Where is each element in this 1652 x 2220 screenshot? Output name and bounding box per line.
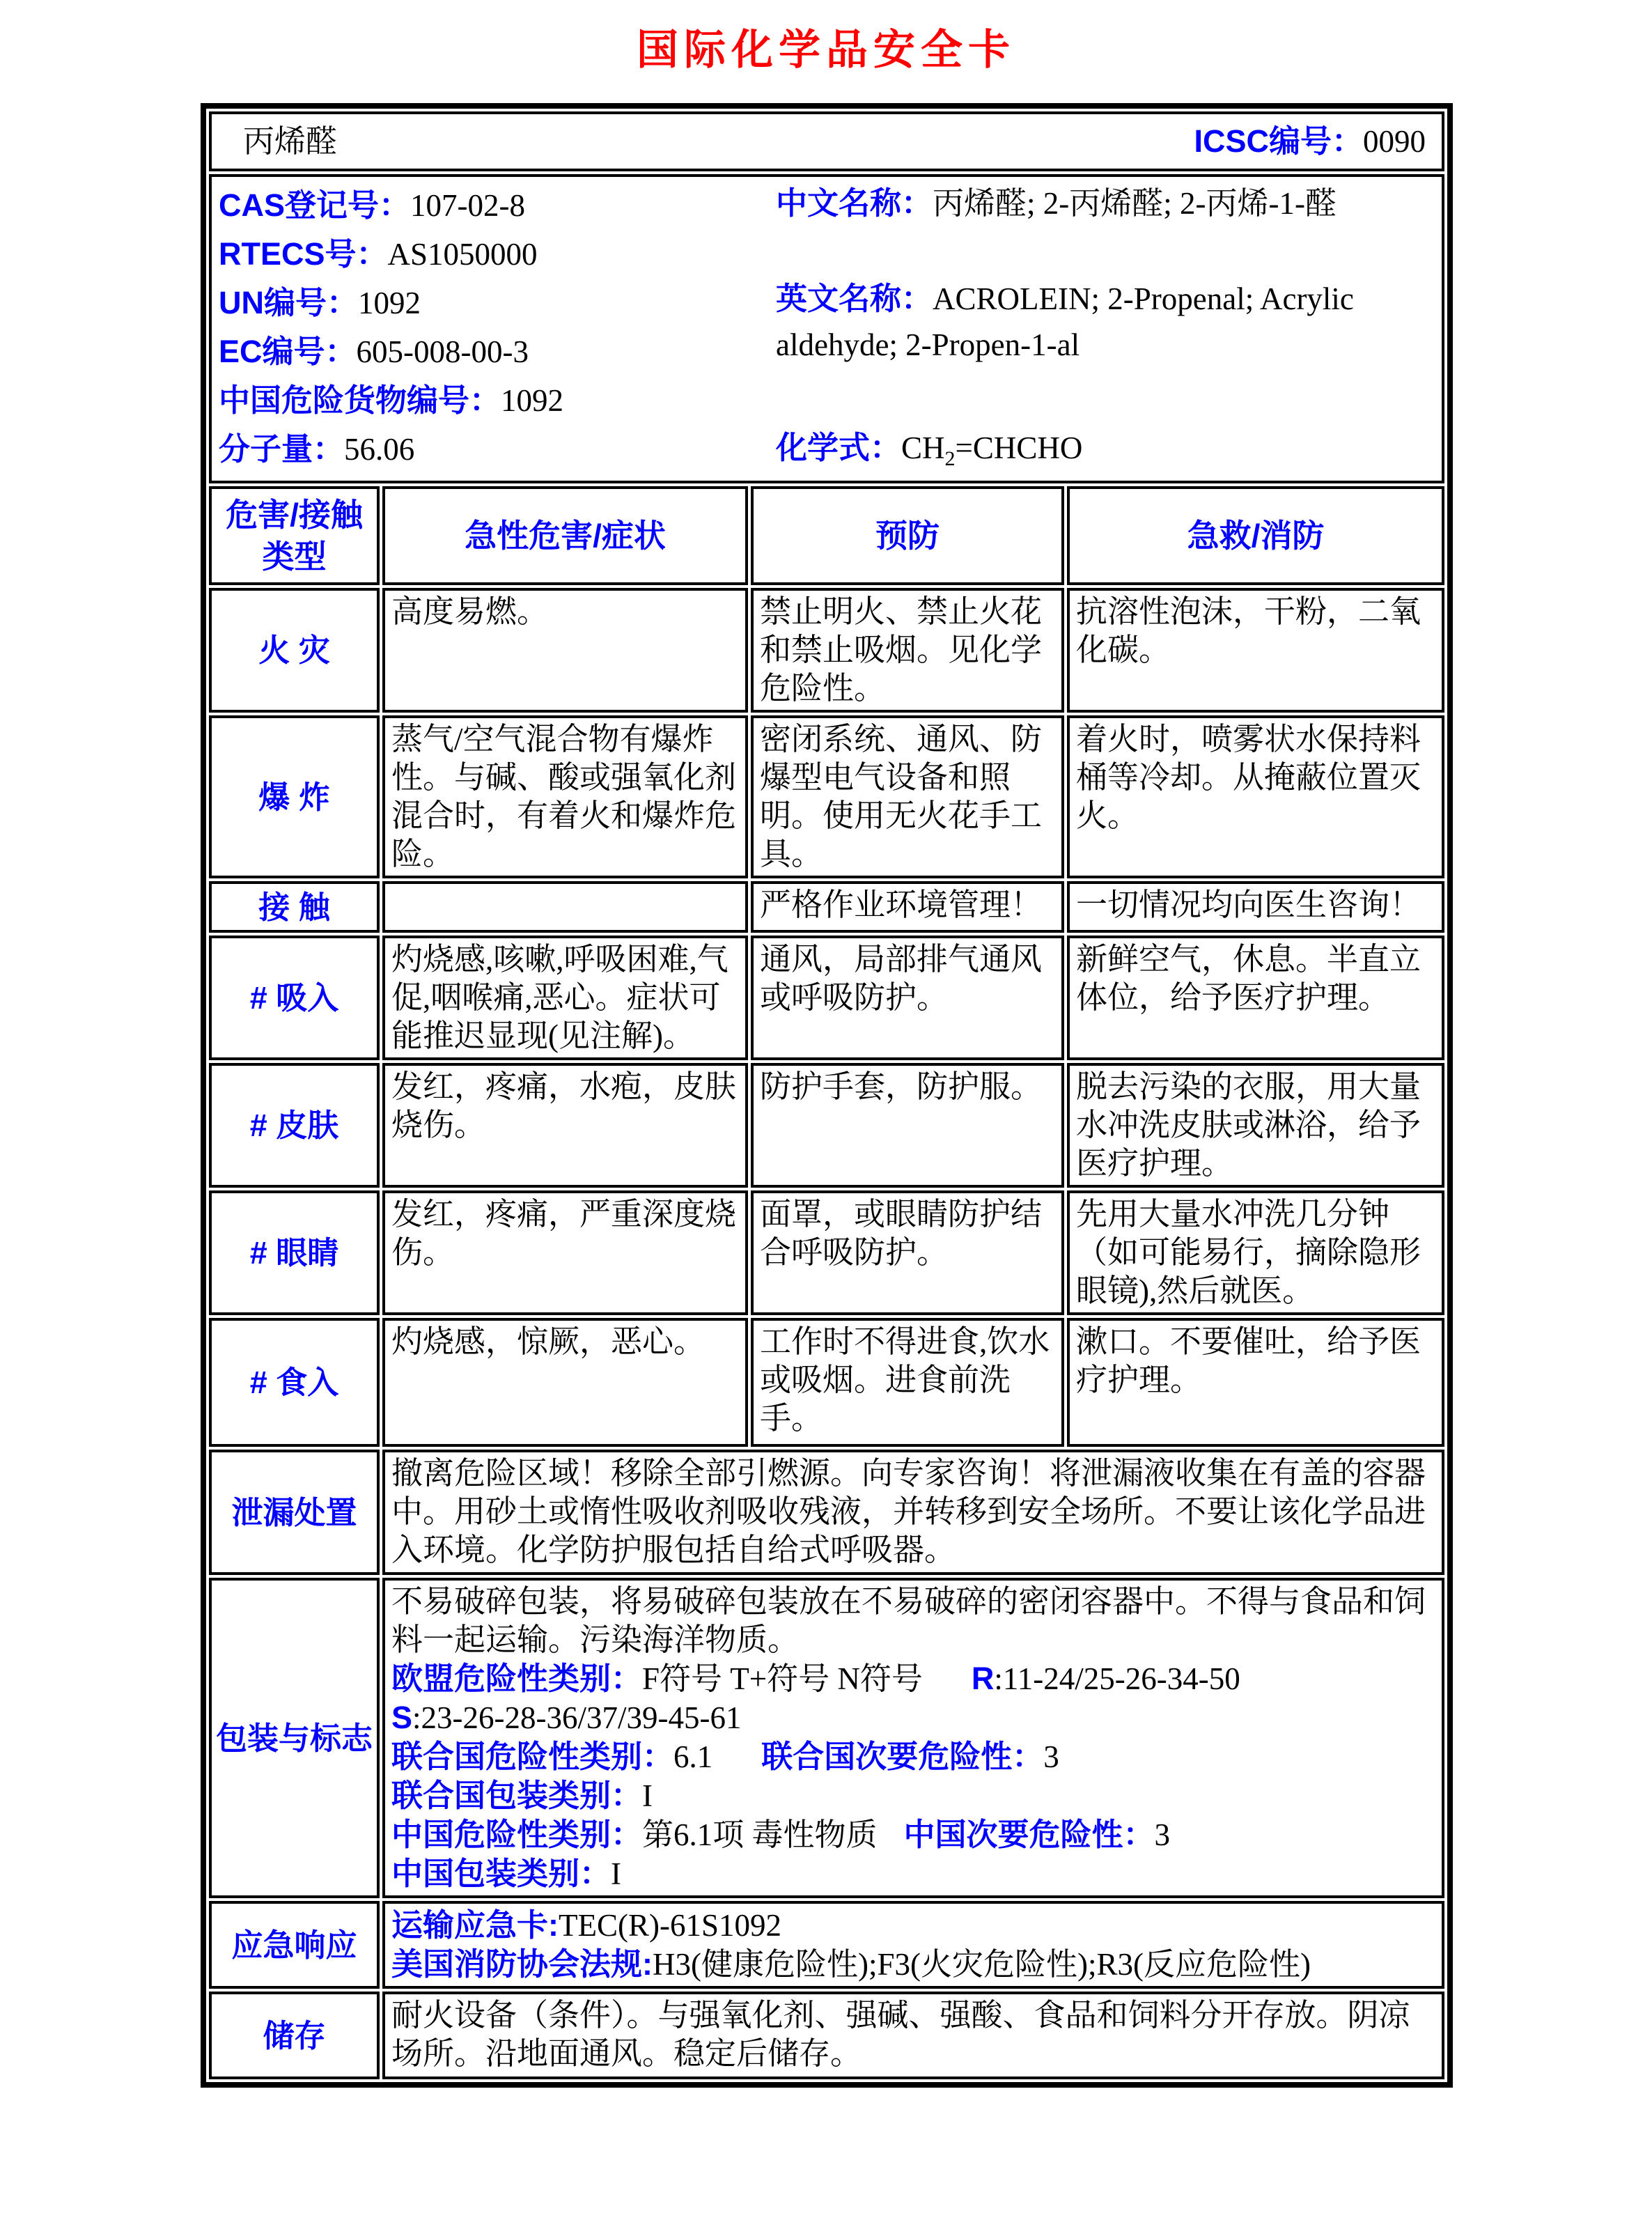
explosion-prevention-cell: 密闭系统、通风、防爆型电气设备和照明。使用无火花手工具。 bbox=[751, 715, 1064, 878]
explosion-first-aid-cell: 着火时，喷雾状水保持料桶等冷却。从掩蔽位置灭火。 bbox=[1067, 715, 1444, 878]
rtecs-number bbox=[219, 230, 776, 279]
icsc-card-table bbox=[201, 103, 1453, 2088]
rtecs-label: RTECS号： bbox=[219, 236, 388, 272]
un-class-value: 6.1 bbox=[673, 1739, 713, 1774]
header-acute-symptoms: 急性危害/症状 bbox=[382, 486, 748, 585]
cn-packing-value: I bbox=[611, 1856, 622, 1891]
eyes-first-aid-cell: 先用大量水冲洗几分钟（如可能易行，摘除隐形眼镜),然后就医。 bbox=[1067, 1190, 1444, 1315]
packaging-label: 包装与标志 bbox=[209, 1578, 380, 1898]
emergency-response-content bbox=[382, 1901, 1444, 1989]
s-phrases-line bbox=[391, 1698, 1435, 1737]
card-header-cell bbox=[209, 111, 1444, 171]
cn-class-value: 第6.1项 毒性物质 bbox=[642, 1817, 878, 1852]
eu-class-value: F符号 T+符号 N符号 bbox=[642, 1661, 923, 1696]
card-header-row bbox=[209, 111, 1444, 171]
exposure-type-label: 接 触 bbox=[209, 881, 380, 933]
chinese-name bbox=[776, 181, 1337, 226]
packaging-row bbox=[209, 1578, 1444, 1898]
skin-first-aid-cell: 脱去污染的衣服，用大量水冲洗皮肤或淋浴，给予医疗护理。 bbox=[1067, 1063, 1444, 1188]
cn-packing-label: 中国包装类别： bbox=[391, 1856, 611, 1891]
rtecs-value: AS1050000 bbox=[387, 237, 538, 272]
hazard-row-exposure bbox=[209, 881, 1444, 933]
molecular-weight-value: 56.06 bbox=[344, 432, 415, 467]
spill-disposal-text: 撤离危险区域！移除全部引燃源。向专家咨询！将泄漏液收集在有盖的容器中。用砂土或惰性吸收剂吸收残液，并转移到安全场所。不要让该化学品进入环境。化学防护服包括自给式呼吸器。 bbox=[382, 1450, 1444, 1575]
ec-number bbox=[219, 327, 776, 376]
r-phrases-value: :11-24/25-26-34-50 bbox=[994, 1661, 1240, 1696]
identification-cell bbox=[209, 174, 1444, 483]
explosion-symptoms-cell: 蒸气/空气混合物有爆炸性。与碱、酸或强氧化剂混合时，有着火和爆炸危险。 bbox=[382, 715, 748, 878]
icsc-number-label: ICSC编号： bbox=[1194, 123, 1364, 159]
transport-card-value: TEC(R)-61S1092 bbox=[559, 1908, 781, 1943]
fire-symptoms-cell: 高度易燃。 bbox=[382, 588, 748, 713]
inhalation-symptoms-cell: 灼烧感,咳嗽,呼吸困难,气促,咽喉痛,恶心。症状可能推迟显现(见注解)。 bbox=[382, 936, 748, 1060]
skin-prevention-cell: 防护手套，防护服。 bbox=[751, 1063, 1064, 1188]
nfpa-value: H3(健康危险性);F3(火灾危险性);R3(反应危险性) bbox=[653, 1947, 1311, 1982]
cas-value: 107-02-8 bbox=[410, 188, 525, 223]
skin-symptoms-cell: 发红，疼痛，水疱，皮肤烧伤。 bbox=[382, 1063, 748, 1188]
packaging-content bbox=[382, 1578, 1444, 1898]
un-number bbox=[219, 279, 776, 327]
hazard-table-header-row bbox=[209, 486, 1444, 585]
cn-class-line bbox=[391, 1815, 1435, 1854]
un-subrisk-label: 联合国次要危险性： bbox=[761, 1739, 1044, 1774]
cas-number bbox=[219, 181, 776, 230]
fire-type-label: 火 灾 bbox=[209, 588, 380, 713]
chinese-name-label: 中文名称： bbox=[776, 185, 933, 221]
storage-text: 耐火设备（条件）。与强氧化剂、强碱、强酸、食品和饲料分开存放。阴凉场所。沿地面通风。稳定后储存。 bbox=[382, 1992, 1444, 2079]
hazard-row-eyes bbox=[209, 1190, 1444, 1315]
chinese-name-value: 丙烯醛; 2-丙烯醛; 2-丙烯-1-醛 bbox=[933, 186, 1337, 221]
ingestion-symptoms-cell: 灼烧感，惊厥，恶心。 bbox=[382, 1318, 748, 1447]
molecular-weight-label: 分子量： bbox=[219, 431, 345, 467]
exposure-prevention-cell: 严格作业环境管理！ bbox=[751, 881, 1064, 933]
chemical-formula bbox=[776, 424, 1082, 483]
cn-packing-line bbox=[391, 1854, 1435, 1893]
un-subrisk-value: 3 bbox=[1043, 1739, 1059, 1774]
inhalation-prevention-cell: 通风，局部排气通风或呼吸防护。 bbox=[751, 936, 1064, 1060]
fire-prevention-cell: 禁止明火、禁止火花和禁止吸烟。见化学危险性。 bbox=[751, 588, 1064, 713]
hazard-row-skin bbox=[209, 1063, 1444, 1188]
eyes-type-label: # 眼睛 bbox=[209, 1190, 380, 1315]
icsc-number-value: 0090 bbox=[1363, 124, 1426, 159]
cas-label: CAS登记号： bbox=[219, 187, 411, 223]
identification-right-column bbox=[776, 181, 1424, 476]
cn-class-label: 中国危险性类别： bbox=[391, 1817, 643, 1852]
s-phrases-label: S bbox=[391, 1700, 413, 1735]
eyes-prevention-cell: 面罩，或眼睛防护结合呼吸防护。 bbox=[751, 1190, 1064, 1315]
fire-first-aid-cell: 抗溶性泡沫，干粉，二氧化碳。 bbox=[1067, 588, 1444, 713]
ingestion-first-aid-cell: 漱口。不要催吐，给予医疗护理。 bbox=[1067, 1318, 1444, 1447]
hazard-row-explosion bbox=[209, 715, 1444, 878]
un-packing-value: I bbox=[642, 1778, 653, 1813]
un-value: 1092 bbox=[358, 286, 421, 320]
emergency-response-row bbox=[209, 1901, 1444, 1989]
un-packing-label: 联合国包装类别： bbox=[391, 1778, 643, 1813]
un-class-label: 联合国危险性类别： bbox=[391, 1739, 674, 1774]
hazard-row-ingestion bbox=[209, 1318, 1444, 1447]
exposure-symptoms-cell bbox=[382, 881, 748, 933]
ingestion-prevention-cell: 工作时不得进食,饮水或吸烟。进食前洗手。 bbox=[751, 1318, 1064, 1447]
china-dg-number bbox=[219, 376, 776, 425]
header-first-aid: 急救/消防 bbox=[1067, 486, 1444, 585]
china-dg-value: 1092 bbox=[501, 383, 564, 418]
page-title: 国际化学品安全卡 bbox=[637, 26, 1015, 73]
header-prevention: 预防 bbox=[751, 486, 1064, 585]
hazard-row-inhalation bbox=[209, 936, 1444, 1060]
inhalation-first-aid-cell: 新鲜空气，休息。半直立体位，给予医疗护理。 bbox=[1067, 936, 1444, 1060]
r-phrases-label: R bbox=[971, 1661, 995, 1696]
eu-hazard-line bbox=[391, 1659, 1435, 1698]
ingestion-type-label: # 食入 bbox=[209, 1318, 380, 1447]
nfpa-line bbox=[391, 1945, 1435, 1984]
spill-disposal-row bbox=[209, 1450, 1444, 1575]
s-phrases-value: :23-26-28-36/37/39-45-61 bbox=[412, 1700, 742, 1735]
chemical-formula-subscript: 2 bbox=[944, 447, 956, 470]
english-name bbox=[776, 276, 1424, 368]
cn-subrisk-value: 3 bbox=[1154, 1817, 1171, 1852]
identification-row bbox=[209, 174, 1444, 483]
explosion-type-label: 爆 炸 bbox=[209, 715, 380, 878]
molecular-weight bbox=[219, 425, 776, 474]
exposure-first-aid-cell: 一切情况均向医生咨询！ bbox=[1067, 881, 1444, 933]
cn-subrisk-label: 中国次要危险性： bbox=[903, 1817, 1155, 1852]
un-label: UN编号： bbox=[219, 285, 358, 320]
inhalation-type-label: # 吸入 bbox=[209, 936, 380, 1060]
transport-card-label: 运输应急卡: bbox=[391, 1907, 559, 1943]
english-name-label: 英文名称： bbox=[776, 281, 933, 316]
chemical-formula-label: 化学式： bbox=[776, 430, 902, 465]
emergency-response-label: 应急响应 bbox=[209, 1901, 380, 1989]
english-name-value: ACROLEIN; 2-Propenal; Acrylic aldehyde; 2-Propen-1-al bbox=[776, 281, 1354, 362]
packaging-intro bbox=[391, 1583, 1435, 1659]
ec-value: 605-008-00-3 bbox=[356, 334, 529, 369]
china-dg-label: 中国危险货物编号： bbox=[219, 382, 501, 418]
spill-disposal-label: 泄漏处置 bbox=[209, 1450, 380, 1575]
storage-label: 储存 bbox=[209, 1992, 380, 2079]
chemical-formula-base: CH bbox=[901, 430, 945, 465]
un-packing-line bbox=[391, 1776, 1435, 1815]
ec-label: EC编号： bbox=[219, 334, 357, 369]
storage-row bbox=[209, 1992, 1444, 2079]
hazard-row-fire bbox=[209, 588, 1444, 713]
icsc-number bbox=[1194, 122, 1426, 161]
skin-type-label: # 皮肤 bbox=[209, 1063, 380, 1188]
nfpa-label: 美国消防协会法规: bbox=[391, 1946, 653, 1982]
transport-card-line bbox=[391, 1906, 1435, 1945]
un-class-line bbox=[391, 1737, 1435, 1776]
chemical-formula-rest: =CHCHO bbox=[955, 430, 1083, 465]
header-hazard-type: 危害/接触类型 bbox=[209, 486, 380, 585]
eu-class-label: 欧盟危险性类别： bbox=[391, 1661, 643, 1696]
packaging-intro-text: 不易破碎包装，将易破碎包装放在不易破碎的密闭容器中。不得与食品和饲料一起运输。污染海洋物质。 bbox=[391, 1584, 1426, 1657]
eyes-symptoms-cell: 发红，疼痛，严重深度烧伤。 bbox=[382, 1190, 748, 1315]
identification-left-column bbox=[219, 181, 776, 476]
substance-name: 丙烯醛 bbox=[243, 123, 338, 159]
